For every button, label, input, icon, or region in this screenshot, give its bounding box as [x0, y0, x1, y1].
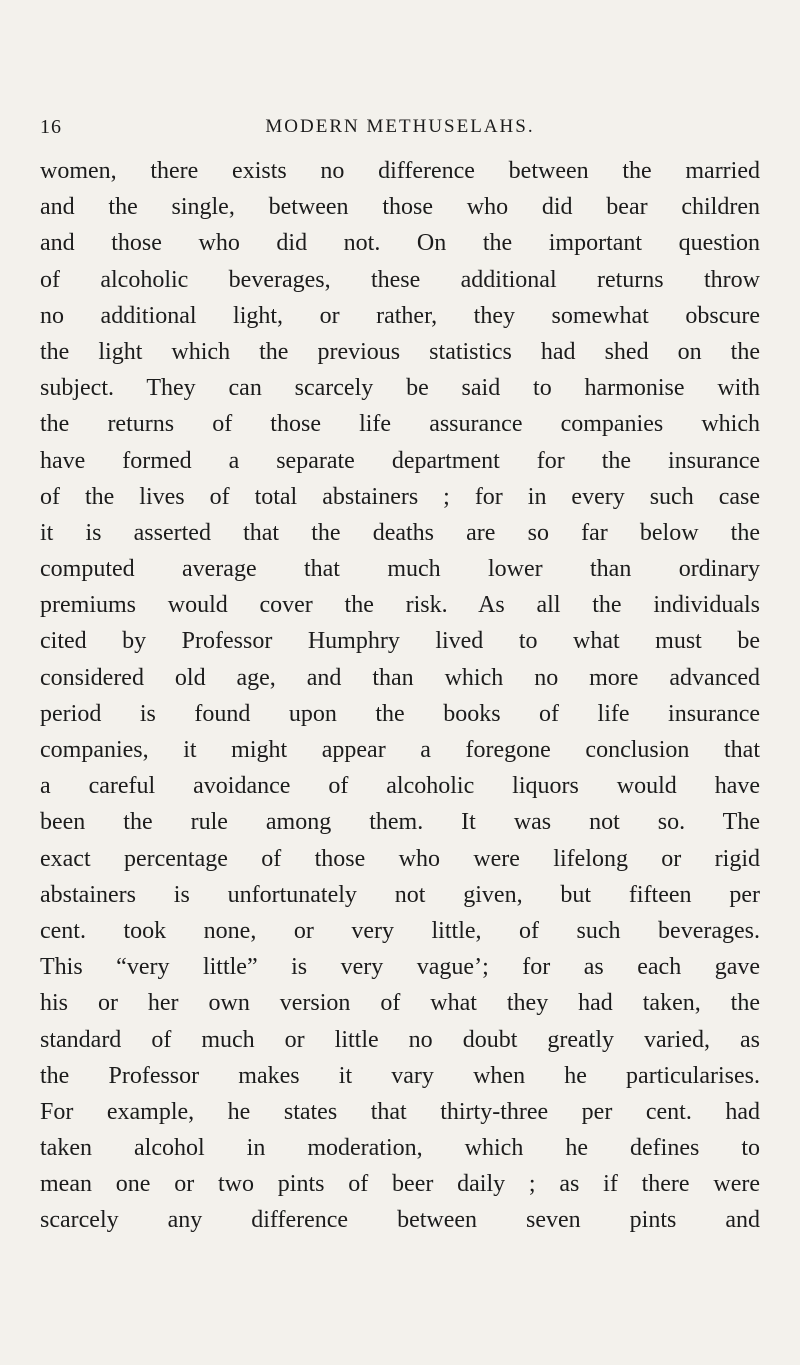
text-line: the light which the previous statistics had shed on the [40, 338, 760, 365]
text-line: This “very little” is very vague’; for as each gave [40, 954, 760, 981]
text-line: it is asserted that the deaths are so far below the [40, 519, 760, 546]
text-line: been the rule among them. It was not so. The [40, 809, 760, 836]
text-line: and those who did not. On the important question [40, 230, 760, 257]
text-line: cent. took none, or very little, of such beverages. [40, 917, 760, 944]
text-line: companies, it might appear a foregone conclusion that [40, 737, 760, 763]
page-number: 16 [40, 116, 62, 138]
text-line: of alcoholic beverages, these additional returns throw [40, 266, 760, 293]
text-line: standard of much or little no doubt greatly varied, as [40, 1026, 760, 1053]
text-line: taken alcohol in moderation, which he defines to [40, 1135, 760, 1162]
text-line: computed average that much lower than ordinary [40, 556, 760, 583]
text-line: women, there exists no difference between the married [40, 158, 760, 184]
text-line: a careful avoidance of alcoholic liquors would have [40, 773, 760, 800]
text-line: the returns of those life assurance companies which [40, 411, 760, 438]
running-head: MODERN METHUSELAHS. [265, 116, 535, 137]
text-line: the Professor makes it vary when he particularises. [40, 1062, 760, 1089]
text-line: no additional light, or rather, they somewhat obscure [40, 302, 760, 329]
text-line: premiums would cover the risk. As all the individuals [40, 592, 760, 619]
text-line: period is found upon the books of life insurance [40, 700, 760, 727]
text-line: For example, he states that thirty-three per cent. had [40, 1098, 760, 1125]
text-line: scarcely any difference between seven pints and [40, 1207, 760, 1234]
page-header [40, 116, 760, 146]
text-line: have formed a separate department for the insurance [40, 447, 760, 474]
body-text [40, 153, 760, 1239]
text-line: of the lives of total abstainers ; for in every such case [40, 483, 760, 510]
text-line: cited by Professor Humphry lived to what must be [40, 628, 760, 655]
text-line: abstainers is unfortunately not given, but fifteen per [40, 881, 760, 908]
text-line: subject. They can scarcely be said to harmonise with [40, 375, 760, 402]
text-line: and the single, between those who did bear children [40, 194, 760, 221]
text-line: exact percentage of those who were lifelong or rigid [40, 845, 760, 872]
text-line: mean one or two pints of beer daily ; as if there were [40, 1171, 760, 1198]
text-line: considered old age, and than which no more advanced [40, 664, 760, 691]
text-line: his or her own version of what they had taken, the [40, 990, 760, 1017]
